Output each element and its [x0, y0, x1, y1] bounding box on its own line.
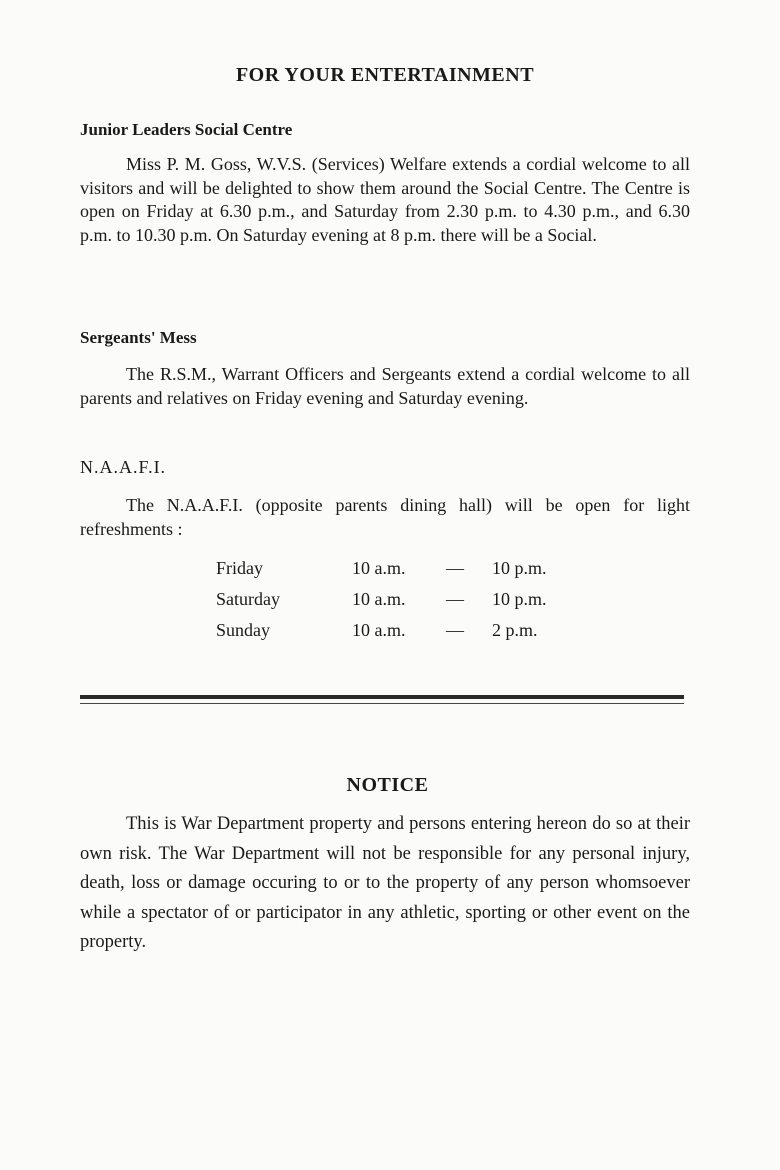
- hours-close: 10 p.m.: [492, 558, 547, 578]
- hours-close: 2 p.m.: [492, 620, 538, 640]
- sergeants-mess-heading: Sergeants' Mess: [80, 328, 197, 347]
- junior-leaders-text: Miss P. M. Goss, W.V.S. (Services) Welfare extends a cordial welcome to all visitors and will be delighted to show them around the Social Centre. The Centre is open on Friday at 6.30 p.m., and Saturday from 2.30 p.m. to 4.30 p.m., and 6.30 p.m. to 10.30 p.m. On Saturday evening at 8 p.m. there will be a Social.: [80, 154, 690, 245]
- hours-close: 10 p.m.: [492, 589, 547, 609]
- hours-row-sunday: [216, 615, 572, 646]
- notice-text: This is War Department property and persons entering hereon do so at their own risk. The War Department will not be responsible for any personal injury, death, loss or damage occuring to or to the property of any person whomsoever while a spectator of or participator in any athletic, sporting or other event on the property.: [80, 814, 690, 953]
- hours-dash: —: [446, 589, 464, 609]
- naafi-heading: N.A.A.F.I.: [80, 457, 167, 477]
- hours-open: 10 a.m.: [352, 620, 406, 640]
- naafi-hours-table: [216, 553, 572, 646]
- hours-day: Sunday: [216, 620, 270, 640]
- hours-dash: —: [446, 558, 464, 578]
- sergeants-mess-text: The R.S.M., Warrant Officers and Sergeants extend a cordial welcome to all parents and relatives on Friday evening and Saturday evening.: [80, 364, 690, 408]
- hours-day: Saturday: [216, 589, 280, 609]
- section-divider-thick: [80, 695, 684, 699]
- hours-open: 10 a.m.: [352, 558, 406, 578]
- hours-day: Friday: [216, 558, 263, 578]
- naafi-text: The N.A.A.F.I. (opposite parents dining hall) will be open for light refreshments :: [80, 495, 690, 539]
- hours-dash: —: [446, 620, 464, 640]
- section-divider-thin: [80, 703, 684, 704]
- junior-leaders-heading: Junior Leaders Social Centre: [80, 120, 293, 139]
- hours-row-saturday: [216, 584, 572, 615]
- hours-row-friday: [216, 553, 572, 584]
- hours-open: 10 a.m.: [352, 589, 406, 609]
- page-title: FOR YOUR ENTERTAINMENT: [235, 64, 535, 86]
- notice-heading: NOTICE: [346, 774, 429, 796]
